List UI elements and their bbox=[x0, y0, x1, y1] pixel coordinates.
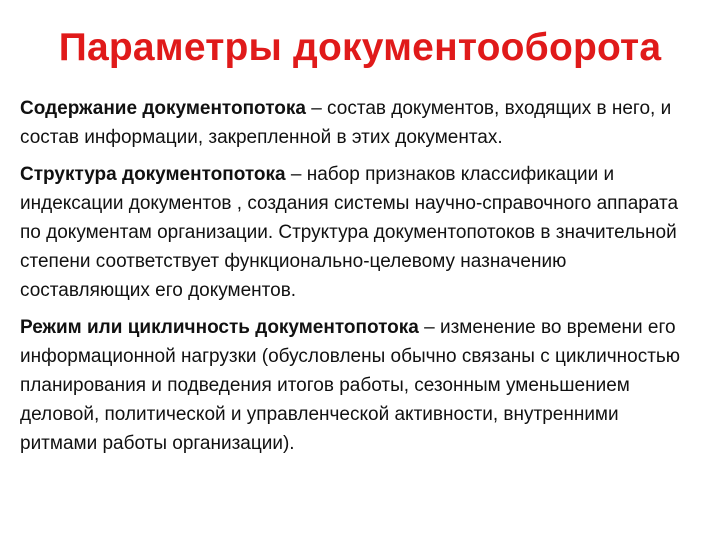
paragraph-structure-definition bbox=[20, 160, 700, 305]
term-content: Содержание документопотока bbox=[20, 98, 306, 119]
definition-content: – состав документов, входящих в него, и состав информации, закрепленной в этих документах. bbox=[20, 98, 672, 148]
definition-mode: – изменение во времени его информационной нагрузки (обусловлены обычно связаны с цикличностью планирования и подведения итогов работы, сезонным уменьшением деловой, политической и управленческой активности, внутренними ритмами работы организации). bbox=[20, 317, 681, 454]
term-mode: Режим или цикличность документопотока bbox=[20, 317, 419, 338]
paragraph-content-definition bbox=[20, 94, 700, 152]
definition-structure: – набор признаков классификации и индексации документов , создания системы научно-справочного аппарата по документам организации. Структура документопотоков в значительной степени соответствует функционально-целевому назначению составляющих его документов. bbox=[20, 164, 679, 301]
paragraph-mode-definition bbox=[20, 313, 700, 458]
slide-title: Параметры документооборота bbox=[58, 26, 662, 69]
slide-content bbox=[20, 94, 700, 466]
term-structure: Структура документопотока bbox=[20, 164, 286, 185]
